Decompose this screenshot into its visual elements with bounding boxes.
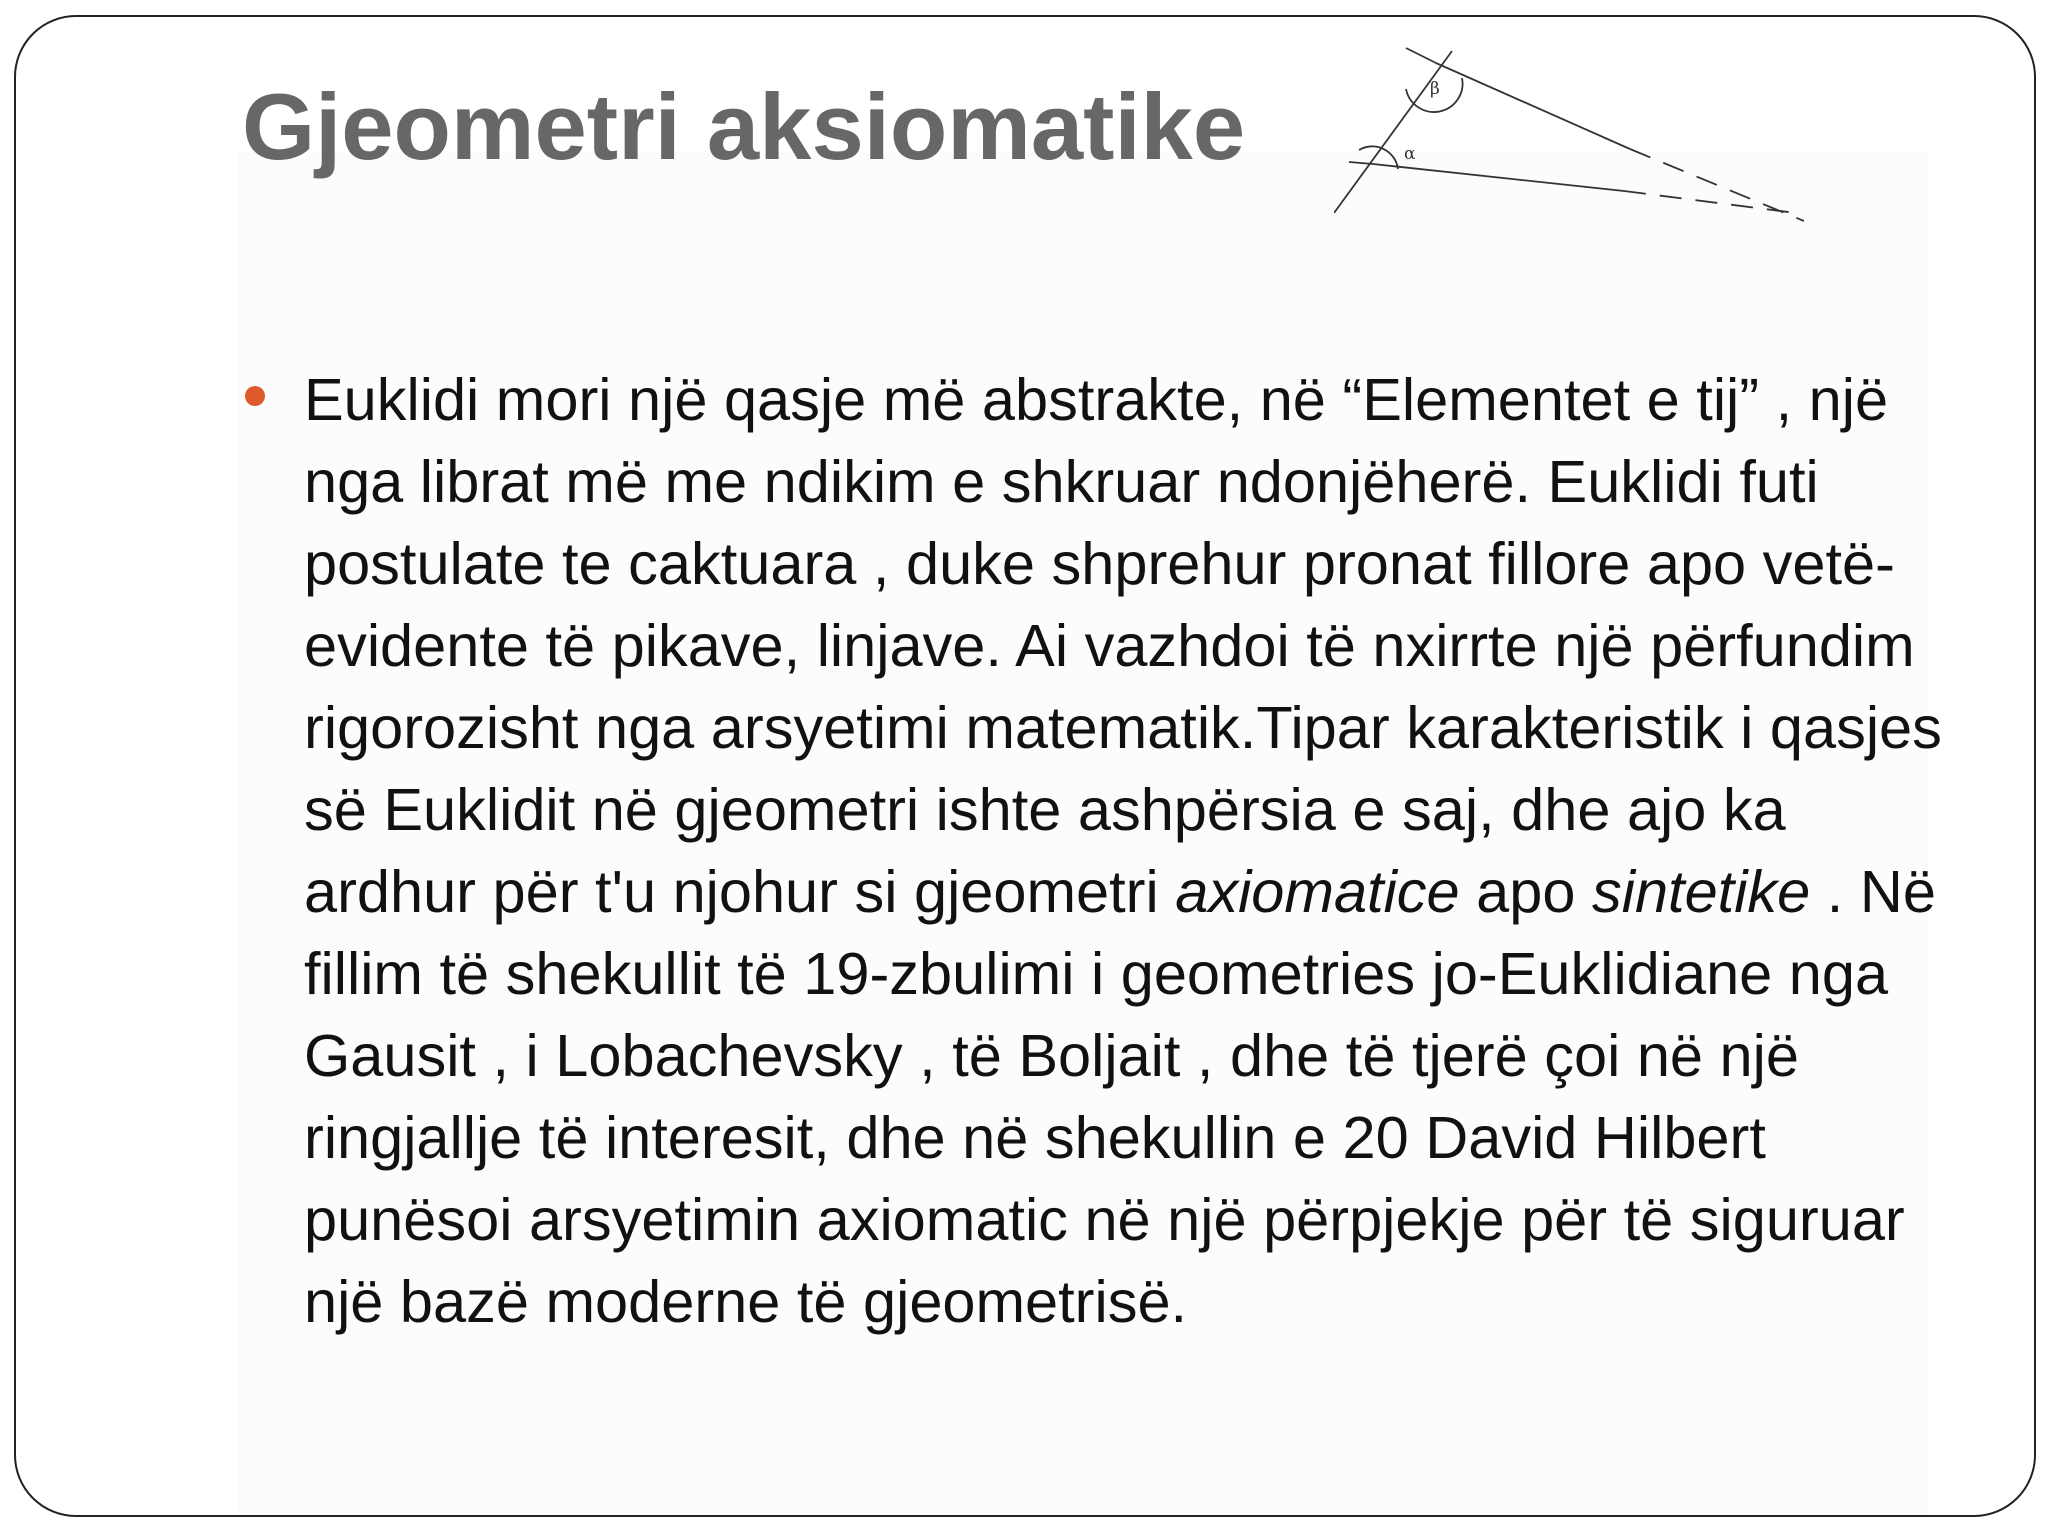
slide-frame <box>14 15 2036 1517</box>
angles-transversal-diagram <box>1334 43 1804 233</box>
angle-label-beta: β <box>1430 79 1440 99</box>
italic-term-sintetike: sintetike <box>1591 858 1811 925</box>
slide-title: Gjeometri aksiomatike <box>242 74 1246 179</box>
body-paragraph <box>304 359 1944 1343</box>
paragraph-text-continued: . Në fillim të shekullit të 19-zbulimi i geometries jo-Euklidiane nga Gausit , i Lobachevsky , të Boljait , dhe të tjerë çoi në një ringjallje të interesit, dhe në shekullin e 20 David Hilbert punësoi arsyetimin axiomatic në një përpjekje për të siguruar një bazë moderne të gjeometrisë. <box>304 858 1936 1335</box>
paragraph-connector: apo <box>1459 858 1592 925</box>
angle-label-alpha: α <box>1404 144 1416 164</box>
paragraph-text: Euklidi mori një qasje më abstrakte, në “Elementet e tij” , një nga librat më me ndikim e shkruar ndonjëherë. Euklidi futi postulate te caktuara , duke shprehur pronat fillore apo vetë-evidente të pikave, linjave. Ai vazhdoi të nxirrte një përfundim rigorozisht nga arsyetimi matematik.Tipar karakteristik i qasjes së Euklidit në gjeometri ishte ashpërsia e saj, dhe ajo ka ardhur për t'u njohur si gjeometri <box>304 366 1942 925</box>
bullet-icon <box>245 386 265 406</box>
italic-term-axiomatice: axiomatice <box>1175 858 1460 925</box>
